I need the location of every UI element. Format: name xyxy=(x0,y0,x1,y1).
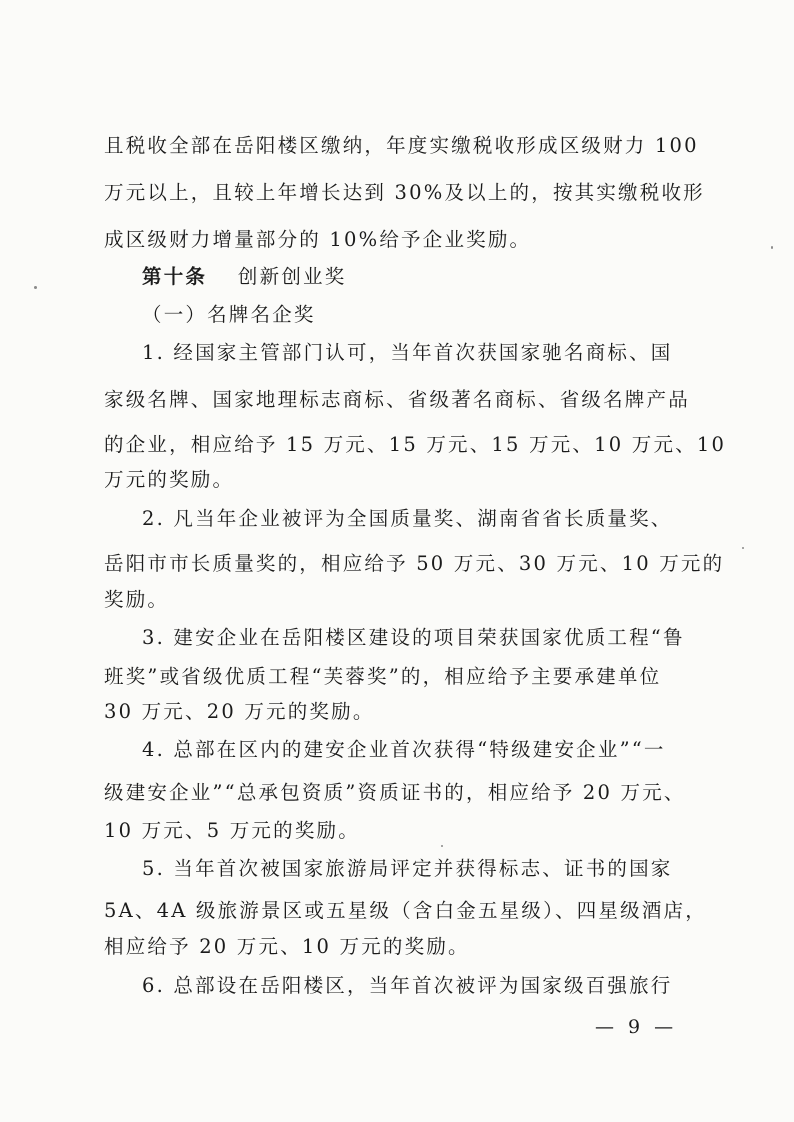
item-1-line-3: 的企业，相应给予 15 万元、15 万元、15 万元、10 万元、10 xyxy=(104,433,727,456)
scan-speck xyxy=(742,547,744,549)
article-title: 创新创业奖 xyxy=(237,265,347,288)
item-2-line-2: 岳阳市市长质量奖的，相应给予 50 万元、30 万元、10 万元的 xyxy=(104,552,725,575)
item-2-line-1: 2. 凡当年企业被评为全国质量奖、湖南省省长质量奖、 xyxy=(142,507,673,530)
item-1-line-1: 1. 经国家主管部门认可，当年首次获国家驰名商标、国 xyxy=(142,341,673,364)
item-4-line-1: 4. 总部在区内的建安企业首次获得“特级建安企业”“一 xyxy=(142,738,666,761)
scan-speck xyxy=(34,286,37,289)
item-4-line-3: 10 万元、5 万元的奖励。 xyxy=(104,819,360,842)
scan-speck xyxy=(771,246,773,249)
article-number: 第十条 xyxy=(142,265,208,288)
body-line-1: 且税收全部在岳阳楼区缴纳，年度实缴税收形成区级财力 100 xyxy=(104,134,699,157)
body-line-3: 成区级财力增量部分的 10%给予企业奖励。 xyxy=(104,228,532,251)
item-3-line-3: 30 万元、20 万元的奖励。 xyxy=(104,700,375,723)
page-number: — 9 — xyxy=(595,1016,678,1038)
item-3-line-2: 班奖”或省级优质工程“芙蓉奖”的，相应给予主要承建单位 xyxy=(104,665,662,688)
item-4-line-2: 级建安企业”“总承包资质”资质证书的，相应给予 20 万元、 xyxy=(104,781,686,804)
item-3-line-1: 3. 建安企业在岳阳楼区建设的项目荣获国家优质工程“鲁 xyxy=(142,626,685,649)
section-heading: （一）名牌名企奖 xyxy=(142,303,316,326)
scan-speck xyxy=(441,845,443,847)
item-5-line-2: 5A、4A 级旅游景区或五星级（含白金五星级）、四星级酒店， xyxy=(104,899,707,922)
body-line-2: 万元以上，且较上年增长达到 30%及以上的，按其实缴税收形 xyxy=(104,181,705,204)
item-2-line-3: 奖励。 xyxy=(104,588,170,611)
item-5-line-3: 相应给予 20 万元、10 万元的奖励。 xyxy=(104,935,470,958)
item-5-line-1: 5. 当年首次被国家旅游局评定并获得标志、证书的国家 xyxy=(142,857,673,880)
article-heading xyxy=(142,263,687,291)
item-1-line-4: 万元的奖励。 xyxy=(104,468,235,491)
item-1-line-2: 家级名牌、国家地理标志商标、省级著名商标、省级名牌产品 xyxy=(104,388,690,411)
item-6-line-1: 6. 总部设在岳阳楼区，当年首次被评为国家级百强旅行 xyxy=(142,974,673,997)
